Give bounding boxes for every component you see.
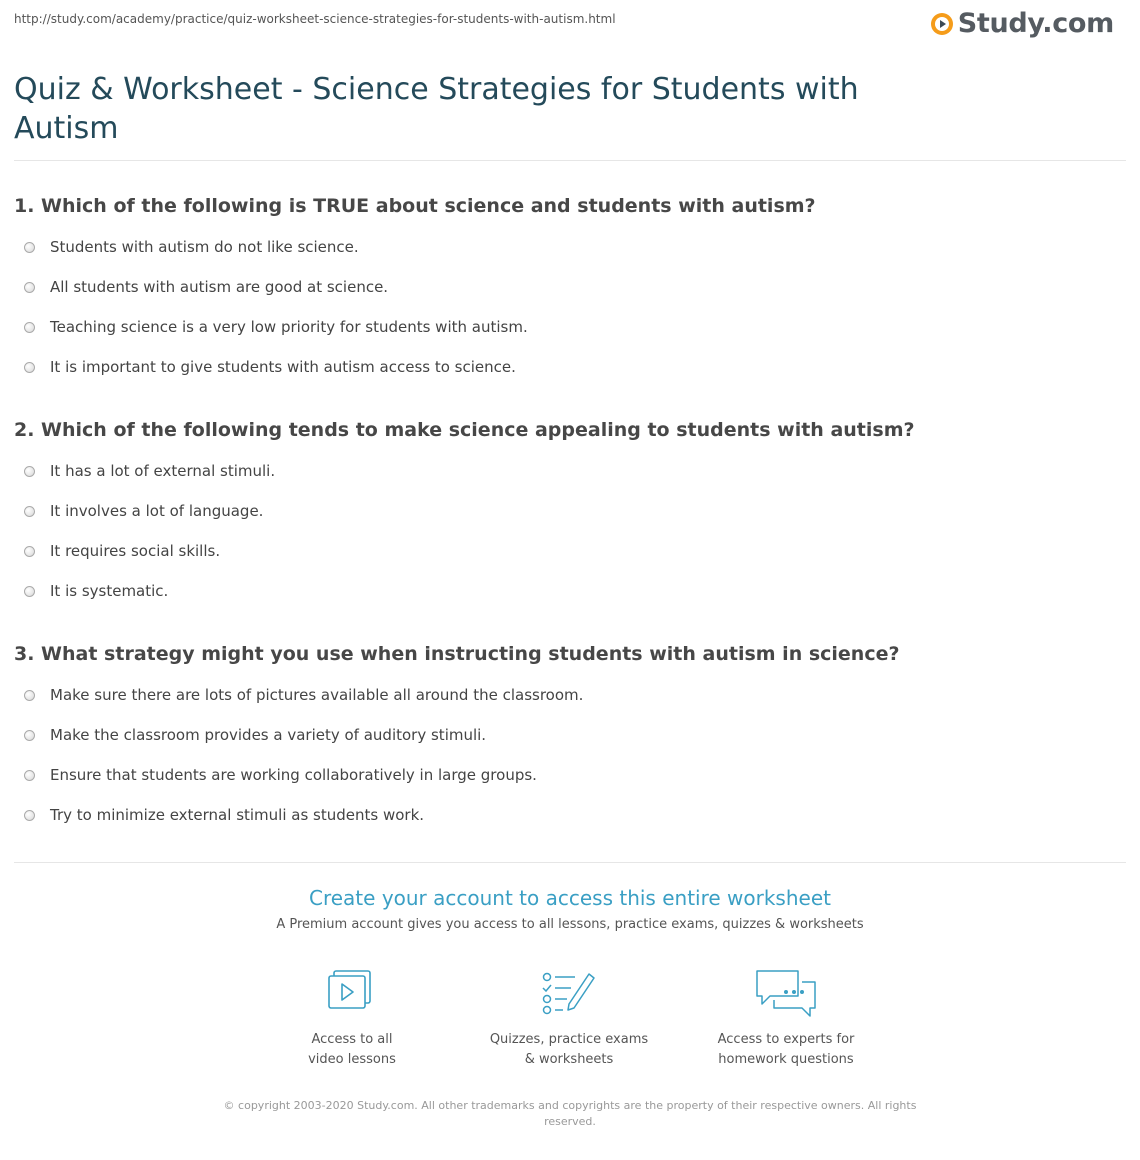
option-label: It has a lot of external stimuli. [50,462,276,480]
feature-label-line2: & worksheets [524,1052,614,1067]
option-label: It requires social skills. [50,542,221,560]
radio-button[interactable] [24,810,35,821]
option-label: It is important to give students with autism access to science. [50,358,516,376]
page-title: Quiz & Worksheet - Science Strategies for Students with Autism [14,72,859,146]
feature-experts [686,968,886,1070]
option-label: It involves a lot of language. [50,502,264,520]
question-2-option-4[interactable] [22,581,168,601]
question-2-option-3[interactable] [22,541,220,561]
page-url: http://study.com/academy/practice/quiz-worksheet-science-strategies-for-students-with-autism.html [14,12,616,26]
question-3-option-4[interactable] [22,805,424,825]
question-1-option-1[interactable] [22,237,359,257]
question-2-option-1[interactable] [22,461,275,481]
radio-button[interactable] [24,770,35,781]
option-label: Try to minimize external stimuli as students work. [50,806,425,824]
study-logo[interactable] [930,8,1114,39]
question-3-option-3[interactable] [22,765,537,785]
feature-video-lessons [252,968,452,1070]
question-2-option-2[interactable] [22,501,263,521]
feature-label-line1: Access to experts for [717,1032,855,1047]
play-circle-icon [930,12,954,36]
feature-label-line2: homework questions [718,1052,854,1067]
question-3-option-1[interactable] [22,685,583,705]
question-1-option-2[interactable] [22,277,388,297]
premium-description: A Premium account gives you access to all lessons, practice exams, quizzes & worksheets [276,917,864,932]
radio-button[interactable] [24,466,35,477]
radio-button[interactable] [24,586,35,597]
option-label: Teaching science is a very low priority for students with autism. [50,318,528,336]
radio-button[interactable] [24,322,35,333]
radio-button[interactable] [24,506,35,517]
video-lessons-icon [322,968,382,1018]
question-3-option-2[interactable] [22,725,486,745]
question-2-title: 2. Which of the following tends to make science appealing to students with autism? [14,419,915,441]
question-1-option-3[interactable] [22,317,528,337]
option-label: All students with autism are good at science. [50,278,389,296]
chat-bubbles-icon [754,968,818,1018]
copyright-text: © copyright 2003-2020 Study.com. All other trademarks and copyrights are the property of their respective owners. All rights reserved. [223,1099,917,1128]
question-1-title: 1. Which of the following is TRUE about science and students with autism? [14,195,816,217]
feature-quizzes [469,968,669,1070]
question-1-option-4[interactable] [22,357,516,377]
logo-text: Study.com [957,8,1114,39]
radio-button[interactable] [24,730,35,741]
radio-button[interactable] [24,546,35,557]
radio-button[interactable] [24,362,35,373]
option-label: Ensure that students are working collaboratively in large groups. [50,766,537,784]
feature-label-line1: Access to all [311,1032,393,1047]
option-label: Make the classroom provides a variety of auditory stimuli. [50,726,487,744]
radio-button[interactable] [24,282,35,293]
option-label: Make sure there are lots of pictures available all around the classroom. [50,686,584,704]
option-label: It is systematic. [50,582,169,600]
radio-button[interactable] [24,242,35,253]
radio-button[interactable] [24,690,35,701]
quiz-checklist-icon [539,968,599,1018]
divider [14,160,1126,161]
feature-label-line2: video lessons [308,1052,396,1067]
feature-label-line1: Quizzes, practice exams [489,1032,649,1047]
divider [14,862,1126,863]
option-label: Students with autism do not like science. [50,238,359,256]
create-account-link[interactable]: Create your account to access this entire worksheet [309,886,831,910]
question-3-title: 3. What strategy might you use when instructing students with autism in science? [14,643,900,665]
